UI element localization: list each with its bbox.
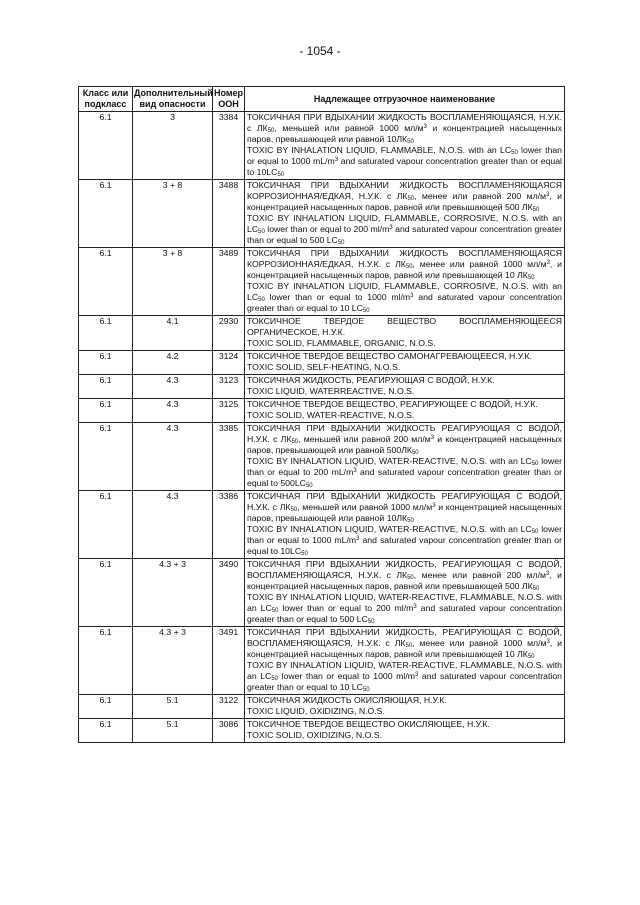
table-row xyxy=(79,316,565,351)
shipping-name-russian: ТОКСИЧНАЯ ПРИ ВДЫХАНИИ ЖИДКОСТЬ ВОСПЛАМЕНЯЮЩАЯСЯ КОРРОЗИОННАЯ/ЕДКАЯ, Н.У.К. с $ЛК_{50}$, менее или равной 200 $мл/м^3$, и концентрацией насыщенных паров, равной или превышающей 500 $ЛК_{50}$ xyxy=(247,180,562,213)
header-shipping-name: Надлежащее отгрузочное наименование xyxy=(245,87,565,112)
cell-class: 6.1 xyxy=(79,248,133,316)
shipping-name-english: TOXIC BY INHALATION LIQUID, FLAMMABLE, CORROSIVE, N.O.S. with an $LC_{50}$ lower than or equal to 1000 $ml/m^3$ and saturated vapour concentration greater than or equal to 10 $LC_{50}$ xyxy=(247,281,563,314)
table-row xyxy=(79,423,565,491)
table-row xyxy=(79,180,565,248)
table-row xyxy=(79,627,565,695)
shipping-name-russian: ТОКСИЧНОЕ ТВЕРДОЕ ВЕЩЕСТВО ОКИСЛЯЮЩЕЕ, Н.У.К. xyxy=(247,719,490,729)
table-row xyxy=(79,719,565,743)
cell-shipping-name xyxy=(245,695,565,719)
cell-class: 6.1 xyxy=(79,423,133,491)
cell-subsidiary-risk: 5.1 xyxy=(133,695,213,719)
cell-class: 6.1 xyxy=(79,351,133,375)
table-row xyxy=(79,399,565,423)
cell-un-number: 3125 xyxy=(213,399,245,423)
shipping-name-english: TOXIC SOLID, FLAMMABLE, ORGANIC, N.O.S. xyxy=(247,338,436,348)
cell-class: 6.1 xyxy=(79,180,133,248)
shipping-name-russian: ТОКСИЧНАЯ ПРИ ВДЫХАНИИ ЖИДКОСТЬ ВОСПЛАМЕНЯЮЩАЯСЯ КОРРОЗИОННАЯ/ЕДКАЯ, Н.У.К. с $ЛК_{50}$, менее или равной 1000 $мл/м^3$, и концентрацией насыщенных паров, равной или превышающей 10 $ЛК_{50}$ xyxy=(247,248,562,281)
shipping-name-russian: ТОКСИЧНАЯ ПРИ ВДЫХАНИИ ЖИДКОСТЬ, РЕАГИРУЮЩАЯ С ВОДОЙ, ВОСПЛАМЕНЯЮЩАЯСЯ, Н.У.К. с $ЛК_{50}$, менее или равной 200 $мл/м^3$, и концентрацией насыщенных паров, равной или превышающей 500 $ЛК_{50}$ xyxy=(247,559,562,592)
cell-class: 6.1 xyxy=(79,491,133,559)
cell-un-number: 3384 xyxy=(213,112,245,180)
shipping-name-russian: ТОКСИЧНОЕ ТВЕРДОЕ ВЕЩЕСТВО ВОСПЛАМЕНЯЮЩЕЕСЯ ОРГАНИЧЕСКОЕ, Н.У.К. xyxy=(247,316,562,337)
shipping-name-english: TOXIC BY INHALATION LIQUID, FLAMMABLE, N.O.S. with an $LC_{50}$ lower than or equal to 1000 $mL/m^3$ and saturated vapour concentration greater than or equal to $10LC_{50}$ xyxy=(247,145,562,178)
shipping-name-english: TOXIC SOLID, SELF-HEATING, N.O.S. xyxy=(247,362,401,372)
cell-shipping-name xyxy=(245,399,565,423)
cell-un-number: 3491 xyxy=(213,627,245,695)
cell-subsidiary-risk: 4.1 xyxy=(133,316,213,351)
cell-shipping-name xyxy=(245,719,565,743)
shipping-name-english: TOXIC BY INHALATION LIQUID, WATER-REACTIVE, FLAMMABLE, N.O.S. with an $LC_{50}$ lower than or equal to 1000 $ml/m^3$ and saturated vapour concentration greater than or equal to 10 $LC_{50}$ xyxy=(247,660,563,693)
shipping-name-english: TOXIC BY INHALATION LIQUID, FLAMMABLE, CORROSIVE, N.O.S. with an $LC_{50}$ lower than or equal to 200 $ml/m^3$ and saturated vapour concentration greater than or equal to 500 $LC_{50}$ xyxy=(247,213,562,246)
table-header-row xyxy=(79,87,565,112)
cell-subsidiary-risk: 4.3 xyxy=(133,399,213,423)
cell-subsidiary-risk: 4.2 xyxy=(133,351,213,375)
table-row xyxy=(79,112,565,180)
cell-shipping-name xyxy=(245,627,565,695)
shipping-name-english: TOXIC LIQUID, OXIDIZING, N.O.S. xyxy=(247,706,385,716)
cell-subsidiary-risk: 4.3 + 3 xyxy=(133,627,213,695)
shipping-name-russian: ТОКСИЧНАЯ ПРИ ВДЫХАНИИ ЖИДКОСТЬ ВОСПЛАМЕНЯЮЩАЯСЯ, Н.У.К. с $ЛК_{50}$, меньшей или равной 1000 $мл/м^3$ и концентрацией насыщенных паров, превышающей или равной $10ЛК_{50}$ xyxy=(247,112,562,145)
shipping-name-english: TOXIC SOLID, WATER-REACTIVE, N.O.S. xyxy=(247,410,415,420)
shipping-name-russian: ТОКСИЧНАЯ ПРИ ВДЫХАНИИ ЖИДКОСТЬ РЕАГИРУЮЩАЯ С ВОДОЙ, Н.У.К. с $ЛК_{50}$, меньшей или равной 1000 $мл/м^3$ и концентрацией насыщенных паров, превышающей или равной $10ЛК_{50}$ xyxy=(247,491,562,524)
cell-subsidiary-risk: 4.3 xyxy=(133,423,213,491)
cell-subsidiary-risk: 3 + 8 xyxy=(133,248,213,316)
cell-subsidiary-risk: 4.3 xyxy=(133,375,213,399)
cell-subsidiary-risk: 4.3 + 3 xyxy=(133,559,213,627)
shipping-name-russian: ТОКСИЧНАЯ ПРИ ВДЫХАНИИ ЖИДКОСТЬ, РЕАГИРУЮЩАЯ С ВОДОЙ, ВОСПЛАМЕНЯЮЩАЯСЯ, Н.У.К. с $ЛК_{50}$, менее или равной 1000 $мл/м^3$, и концентрацией насыщенных паров, равной или превышающей 10 $ЛК_{50}$ xyxy=(247,627,562,660)
cell-class: 6.1 xyxy=(79,559,133,627)
cell-un-number: 3124 xyxy=(213,351,245,375)
cell-un-number: 3488 xyxy=(213,180,245,248)
cell-un-number: 3086 xyxy=(213,719,245,743)
shipping-name-russian: ТОКСИЧНОЕ ТВЕРДОЕ ВЕЩЕСТВО, РЕАГИРУЮЩЕЕ С ВОДОЙ, Н.У.К. xyxy=(247,399,538,409)
shipping-name-english: TOXIC SOLID, OXIDIZING, N.O.S. xyxy=(247,730,382,740)
cell-shipping-name xyxy=(245,375,565,399)
cell-shipping-name xyxy=(245,180,565,248)
header-un-number: Номер ООН xyxy=(213,87,245,112)
shipping-name-english: TOXIC LIQUID, WATERREACTIVE, N.O.S. xyxy=(247,386,415,396)
header-subsidiary-risk: Дополнительный вид опасности xyxy=(133,87,213,112)
table-row xyxy=(79,248,565,316)
cell-shipping-name xyxy=(245,423,565,491)
table-row xyxy=(79,491,565,559)
cell-shipping-name xyxy=(245,491,565,559)
cell-class: 6.1 xyxy=(79,695,133,719)
table-row xyxy=(79,351,565,375)
cell-class: 6.1 xyxy=(79,399,133,423)
cell-class: 6.1 xyxy=(79,627,133,695)
cell-un-number: 3490 xyxy=(213,559,245,627)
shipping-name-russian: ТОКСИЧНАЯ ЖИДКОСТЬ, РЕАГИРУЮЩАЯ С ВОДОЙ, Н.У.К. xyxy=(247,375,495,385)
table-row xyxy=(79,695,565,719)
header-class: Класс или подкласс xyxy=(79,87,133,112)
cell-un-number: 3386 xyxy=(213,491,245,559)
cell-subsidiary-risk: 3 + 8 xyxy=(133,180,213,248)
cell-shipping-name xyxy=(245,559,565,627)
cell-subsidiary-risk: 5.1 xyxy=(133,719,213,743)
cell-subsidiary-risk: 3 xyxy=(133,112,213,180)
table-body xyxy=(79,112,565,743)
cell-subsidiary-risk: 4.3 xyxy=(133,491,213,559)
cell-class: 6.1 xyxy=(79,719,133,743)
shipping-name-english: TOXIC BY INHALATION LIQUID, WATER-REACTIVE, N.O.S. with an $LC_{50}$ lower than or equal to 200 $mL/m^3$ and saturated vapour concentration greater than or equal to $500LC_{50}$ xyxy=(247,456,562,489)
shipping-name-russian: ТОКСИЧНАЯ ПРИ ВДЫХАНИИ ЖИДКОСТЬ РЕАГИРУЮЩАЯ С ВОДОЙ, Н.У.К. с $ЛК_{50}$, меньшей или равной 200 $мл/м^3$ и концентрацией насыщенных паров, превышающей или равной $500ЛК_{50}$ xyxy=(247,423,562,456)
cell-shipping-name xyxy=(245,112,565,180)
cell-class: 6.1 xyxy=(79,112,133,180)
cell-un-number: 3123 xyxy=(213,375,245,399)
cell-un-number: 3489 xyxy=(213,248,245,316)
cell-class: 6.1 xyxy=(79,316,133,351)
cell-un-number: 2930 xyxy=(213,316,245,351)
shipping-name-english: TOXIC BY INHALATION LIQUID, WATER-REACTIVE, FLAMMABLE, N.O.S. with an $LC_{50}$ lower than or equal to 200 $ml/m^3$ and saturated vapour concentration greater than or equal to 500 $LC_{50}$ xyxy=(247,592,563,625)
cell-shipping-name xyxy=(245,248,565,316)
cell-shipping-name xyxy=(245,351,565,375)
cell-shipping-name xyxy=(245,316,565,351)
table-row xyxy=(79,559,565,627)
cell-class: 6.1 xyxy=(79,375,133,399)
shipping-name-english: TOXIC BY INHALATION LIQUID, WATER-REACTIVE, N.O.S. with an $LC_{50}$ lower than or equal to 1000 $mL/m^3$ and saturated vapour concentration greater than or equal to $10LC_{50}$ xyxy=(247,524,563,557)
shipping-name-russian: ТОКСИЧНАЯ ЖИДКОСТЬ ОКИСЛЯЮЩАЯ, Н.У.К. xyxy=(247,695,447,705)
cell-un-number: 3122 xyxy=(213,695,245,719)
page-number: - 1054 - xyxy=(299,44,341,58)
table-row xyxy=(79,375,565,399)
cell-un-number: 3385 xyxy=(213,423,245,491)
dangerous-goods-table xyxy=(78,86,565,743)
shipping-name-russian: ТОКСИЧНОЕ ТВЕРДОЕ ВЕЩЕСТВО САМОНАГРЕВАЮЩЕЕСЯ, Н.У.К. xyxy=(247,351,532,361)
